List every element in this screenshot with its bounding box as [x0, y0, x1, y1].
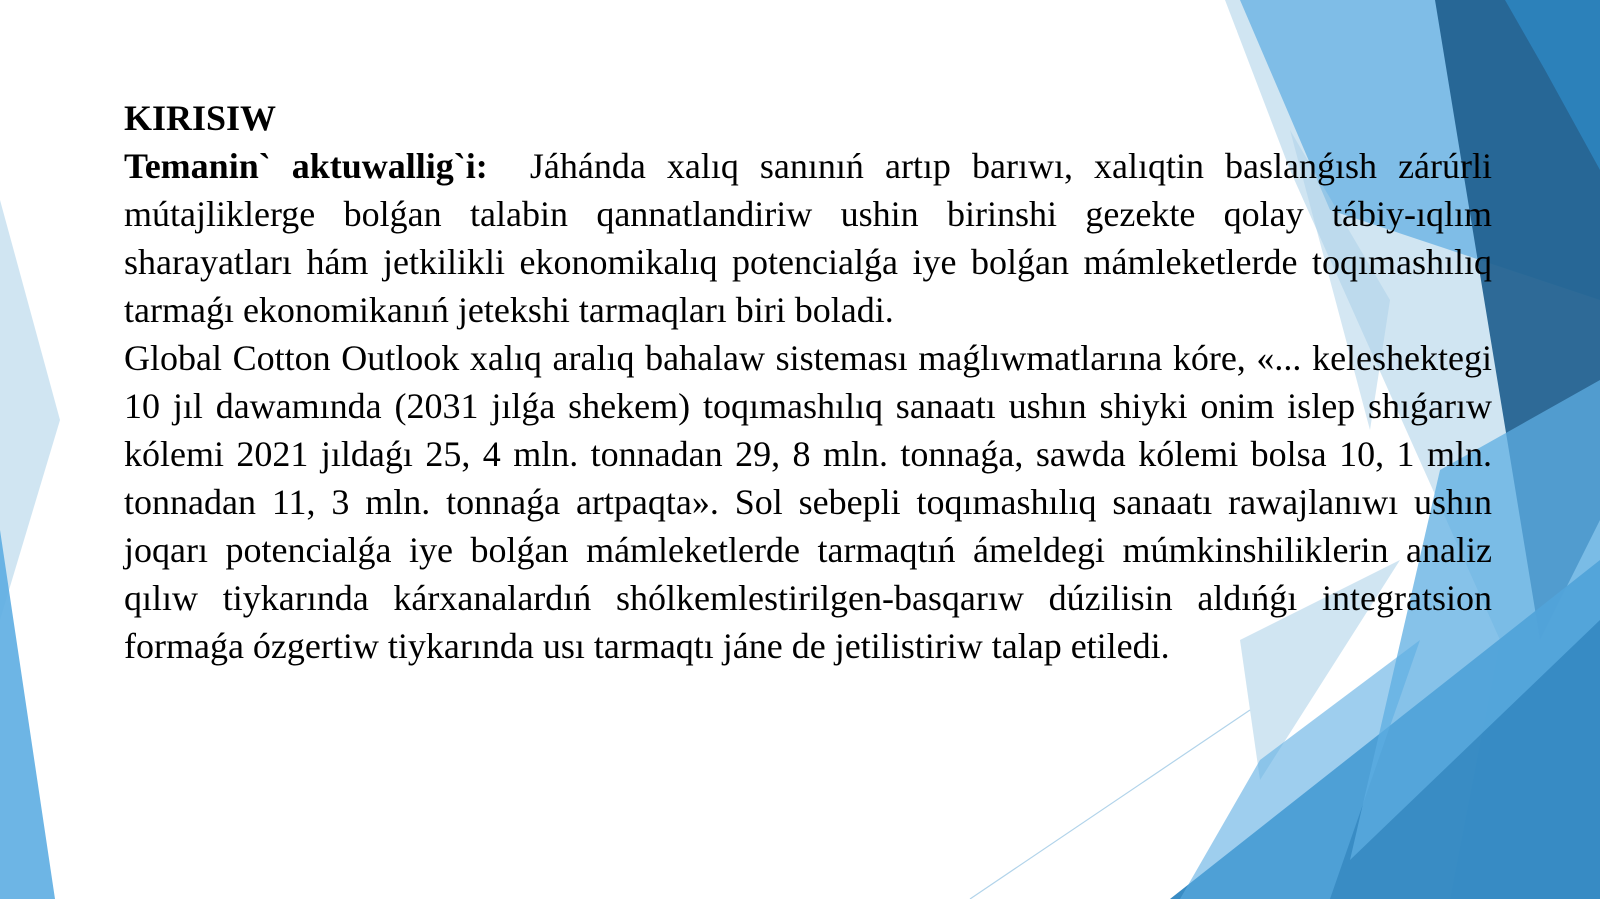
- paragraph-relevance-text: Jáhánda xalıq sanınıń artıp barıwı, xalıqtin baslanǵısh zárúrli mútajliklerge bolǵan talabin qannatlandiriw ushin birinshi gezekte qolay tábiy-ıqlım sharayatları hám jetkilikli ekonomikalıq potencialǵa iye bolǵan mámleketlerde toqımashılıq tarmaǵı ekonomikanıń jetekshi tarmaqları biri boladi.: [124, 146, 1493, 330]
- paragraph-global-cotton: Global Cotton Outlook xalıq aralıq bahalaw sisteması maǵlıwmatlarına kóre, «... keleshektegi 10 jıl dawamında (2031 jılǵa shekem) toqımashılıq sanaatı ushın shiyki onim islep shıǵarıw kólemi 2021 jıldaǵı 25, 4 mln. tonnadan 29, 8 mln. tonnaǵa, sawda kólemi bolsa 10, 1 mln. tonnadan 11, 3 mln. tonnaǵa artpaqta». Sol sebepli toqımashılıq sanaatı rawajlanıwı ushın joqarı potencialǵa iye bolǵan mámleketlerde tarmaqtıń ámeldegi múmkinshiliklerin analiz qılıw tiykarında kárxanalardıń shólkemlestirilgen-basqarıw dúzilisin aldıńǵı integratsion formaǵa ózgertiw tiykarında usı tarmaqtı jáne de jetilistiriw talap etiledi.: [124, 338, 1492, 666]
- paragraph-lead: Temanin` aktuwallig`i:: [124, 146, 488, 186]
- paragraph-relevance: [124, 142, 1492, 334]
- slide-body: [124, 94, 1492, 670]
- slide-heading: KIRISIW: [124, 98, 277, 138]
